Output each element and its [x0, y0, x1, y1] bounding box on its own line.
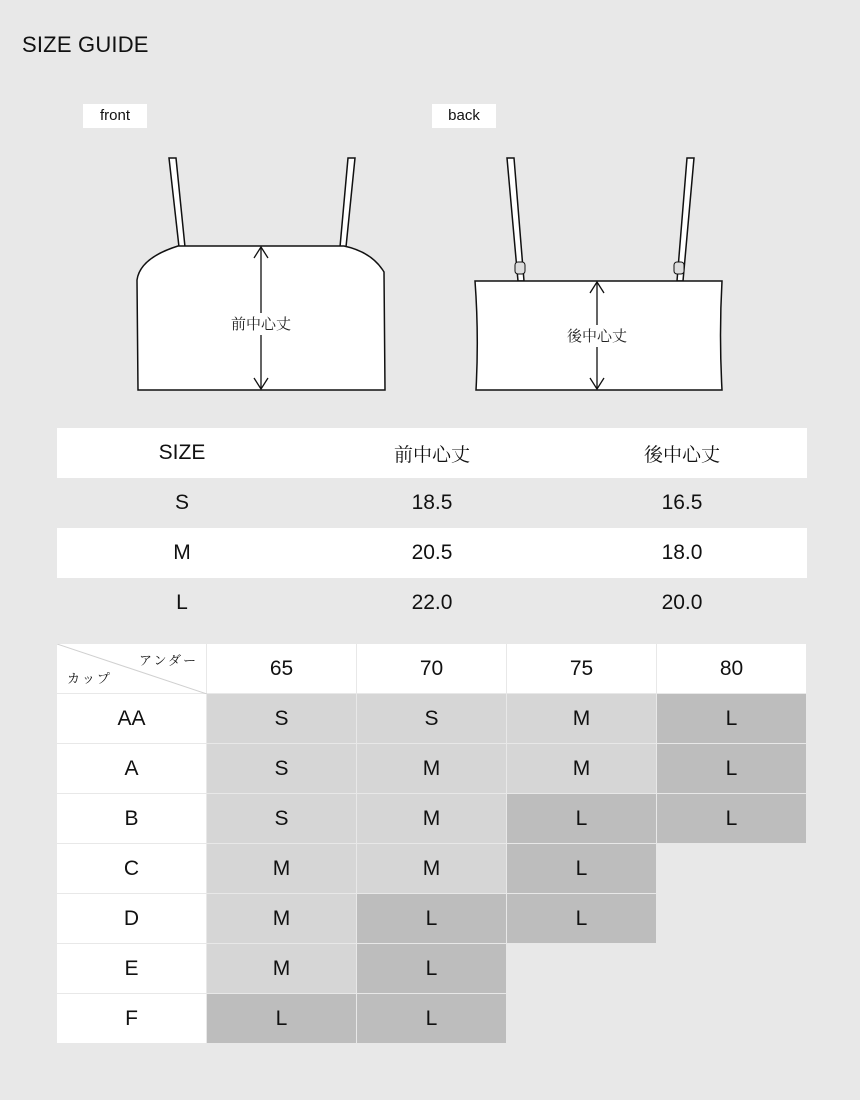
front-tag: front	[83, 104, 147, 128]
cup-cell: F	[57, 994, 207, 1044]
table-row	[57, 944, 807, 994]
under-bust-label: アンダー	[139, 654, 198, 669]
empty-cell	[657, 944, 807, 994]
size-cell: L	[357, 994, 507, 1044]
empty-cell	[507, 994, 657, 1044]
size-cell: M	[357, 794, 507, 844]
fit-table	[57, 644, 807, 1044]
table-row	[57, 744, 807, 794]
measurement-table	[57, 428, 807, 628]
table-row	[57, 478, 807, 528]
cup-cell: AA	[57, 694, 207, 744]
empty-cell	[657, 894, 807, 944]
size-cell: L	[657, 794, 807, 844]
front-garment-diagram	[137, 158, 385, 390]
back-measure-label: 後中心丈	[566, 327, 628, 345]
empty-cell	[657, 994, 807, 1044]
front-length-cell: 18.5	[411, 491, 453, 514]
cup-cell: E	[57, 944, 207, 994]
size-cell: M	[207, 944, 357, 994]
front-measure-label: 前中心丈	[230, 315, 292, 333]
garment-diagrams	[0, 0, 860, 410]
empty-cell	[507, 944, 657, 994]
size-cell: L	[357, 944, 507, 994]
cup-cell: D	[57, 894, 207, 944]
size-cell: L	[657, 744, 807, 794]
measurement-header-row	[57, 428, 807, 478]
table-row	[57, 694, 807, 744]
size-cell: M	[357, 744, 507, 794]
empty-cell	[657, 844, 807, 894]
table-row	[57, 994, 807, 1044]
size-cell: M	[207, 844, 357, 894]
size-cell: L	[207, 994, 357, 1044]
size-cell: M	[507, 694, 657, 744]
back-tag: back	[432, 104, 496, 128]
size-cell: S	[207, 794, 357, 844]
table-row	[57, 794, 807, 844]
cup-cell: A	[57, 744, 207, 794]
size-cell: M	[357, 844, 507, 894]
fit-header-row	[57, 644, 807, 694]
cup-cell: B	[57, 794, 207, 844]
size-cell: L	[176, 591, 188, 614]
size-cell: S	[174, 491, 189, 514]
size-cell: S	[357, 694, 507, 744]
column-header: 70	[357, 644, 507, 694]
size-cell: S	[207, 744, 357, 794]
cup-label: カップ	[67, 672, 112, 687]
front-length-cell: 22.0	[411, 591, 453, 614]
size-cell: M	[507, 744, 657, 794]
back-length-cell: 20.0	[661, 591, 703, 614]
size-cell: M	[173, 541, 191, 564]
size-cell: L	[657, 694, 807, 744]
table-row	[57, 894, 807, 944]
back-length-cell: 18.0	[661, 541, 703, 564]
header-size: SIZE	[158, 441, 206, 464]
page-title: SIZE GUIDE	[22, 32, 149, 57]
size-cell: L	[357, 894, 507, 944]
table-row	[57, 844, 807, 894]
size-cell: L	[507, 794, 657, 844]
size-cell: S	[207, 694, 357, 744]
header-back-length: 後中心丈	[643, 443, 720, 466]
header-front-length: 前中心丈	[393, 443, 470, 466]
corner-header	[57, 644, 207, 694]
column-header: 65	[207, 644, 357, 694]
size-cell: L	[507, 894, 657, 944]
size-cell: M	[207, 894, 357, 944]
front-length-cell: 20.5	[411, 541, 453, 564]
column-header: 75	[507, 644, 657, 694]
column-header: 80	[657, 644, 807, 694]
back-garment-diagram	[475, 158, 722, 390]
size-cell: L	[507, 844, 657, 894]
cup-cell: C	[57, 844, 207, 894]
table-row	[57, 528, 807, 578]
table-row	[57, 578, 807, 628]
back-length-cell: 16.5	[661, 491, 703, 514]
